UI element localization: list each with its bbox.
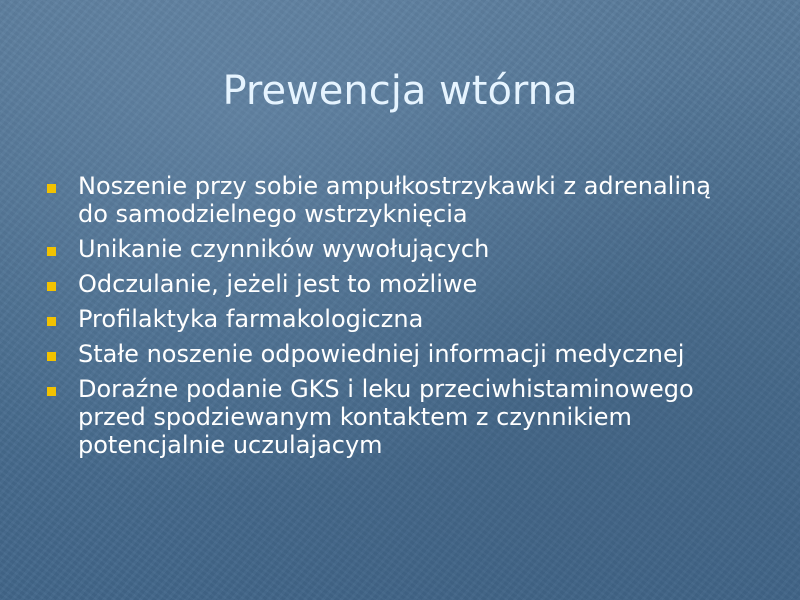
slide-title: Prewencja wtórna	[222, 68, 578, 114]
bullet-text: Doraźne podanie GKS i leku przeciwhistaminowego przed spodziewanym kontaktem z czynnikiem potencjalnie uczulajacym	[78, 375, 694, 459]
bullet-square-icon	[47, 352, 56, 361]
bullet-text: Noszenie przy sobie ampułkostrzykawki z adrenaliną do samodzielnego wstrzyknięcia	[78, 172, 711, 228]
bullet-square-icon	[47, 282, 56, 291]
bullet-item	[45, 172, 745, 228]
bullet-text: Odczulanie, jeżeli jest to możliwe	[78, 270, 478, 298]
bullet-item	[45, 305, 745, 333]
bullet-text: Stałe noszenie odpowiedniej informacji medycznej	[78, 340, 685, 368]
bullet-list	[45, 172, 745, 466]
bullet-text: Profilaktyka farmakologiczna	[78, 305, 424, 333]
bullet-text: Unikanie czynników wywołujących	[78, 235, 490, 263]
bullet-square-icon	[47, 184, 56, 193]
bullet-item	[45, 375, 745, 459]
bullet-item	[45, 340, 745, 368]
bullet-square-icon	[47, 317, 56, 326]
bullet-square-icon	[47, 387, 56, 396]
bullet-item	[45, 235, 745, 263]
bullet-square-icon	[47, 247, 56, 256]
bullet-item	[45, 270, 745, 298]
